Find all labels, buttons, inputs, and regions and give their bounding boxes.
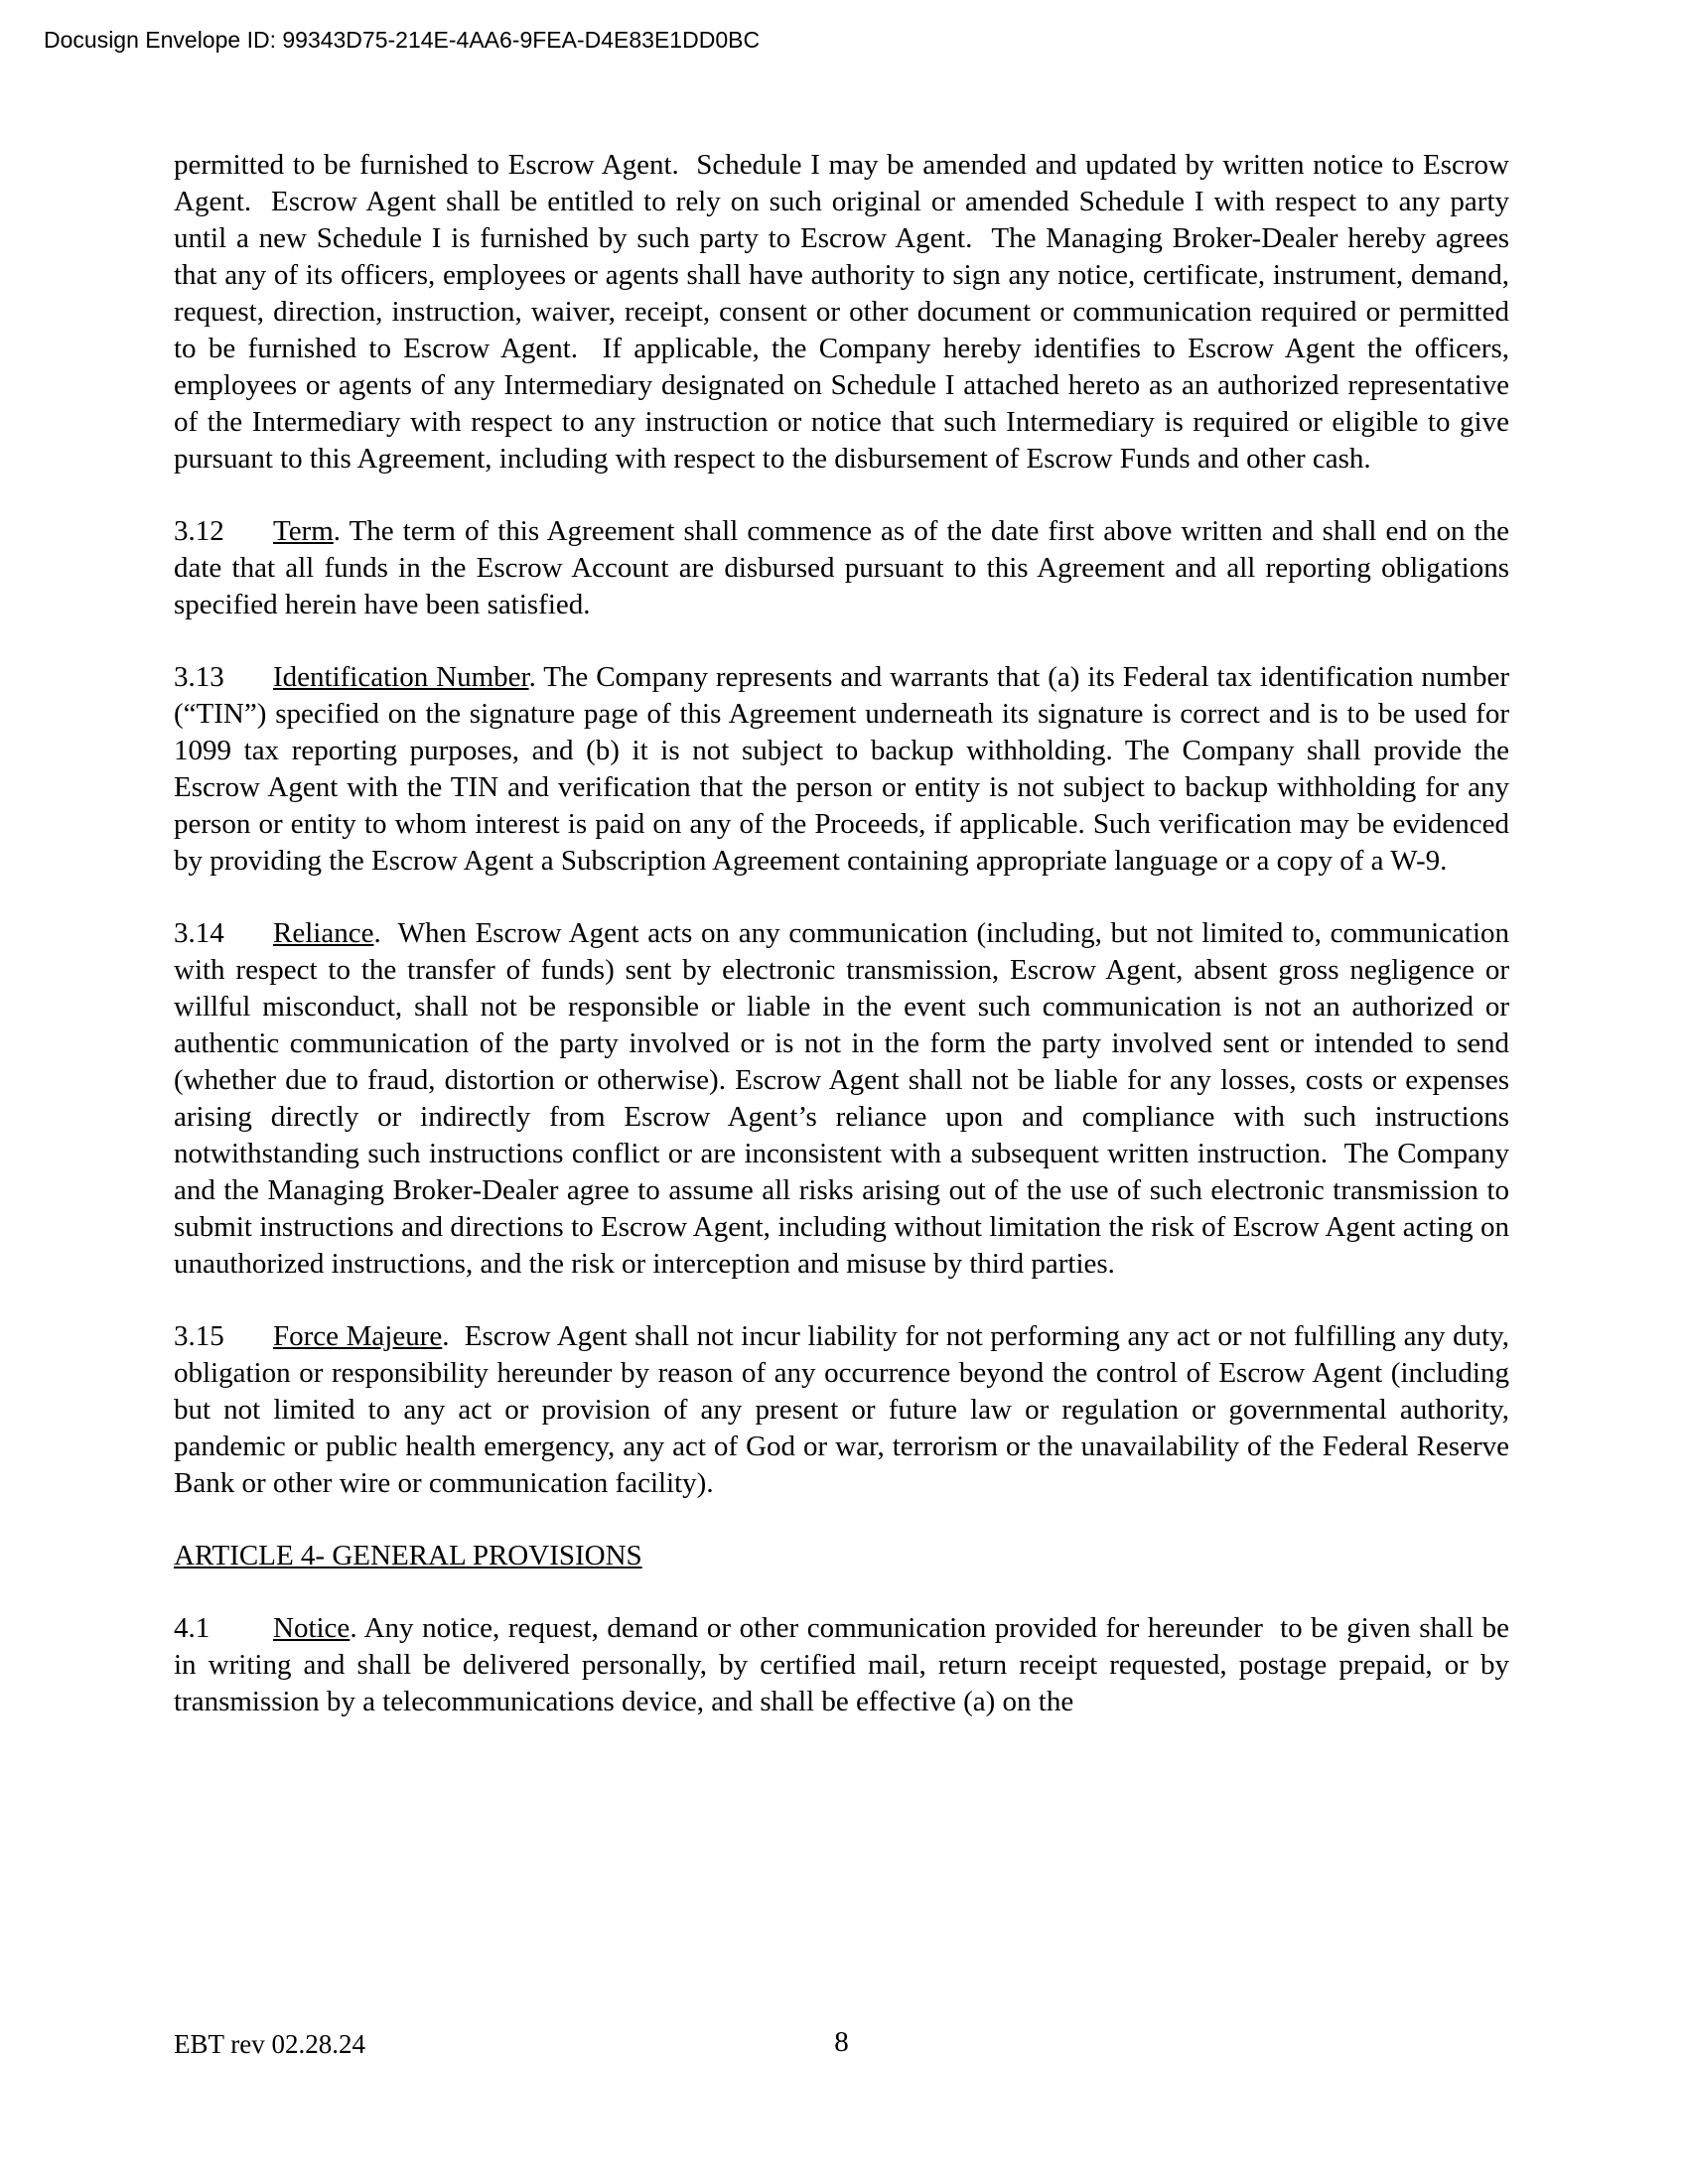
section-text: . Escrow Agent shall not incur liability for not performing any act or not fulfilling any duty, obligation or responsibility hereunder by reason of any occurrence beyond the control of Escrow Agent (including but not limited to any act or provision of any present or future law or regulation or governmental authority, pandemic or public health emergency, any act of God or war, terrorism or the unavailability of the Federal Reserve Bank or other wire or communication facility). bbox=[174, 1320, 1517, 1499]
section-number: 3.14 bbox=[174, 917, 224, 949]
section-number: 3.12 bbox=[174, 515, 224, 547]
docusign-envelope-id: Docusign Envelope ID: 99343D75-214E-4AA6-9FEA-D4E83E1DD0BC bbox=[44, 27, 761, 53]
article-heading-text: ARTICLE 4- GENERAL PROVISIONS bbox=[174, 1540, 642, 1571]
page-number: 8 bbox=[834, 2026, 849, 2058]
article-4-heading bbox=[174, 1538, 1509, 1574]
section-heading: Reliance bbox=[273, 917, 374, 949]
section-heading: Term bbox=[273, 515, 334, 547]
section-3-12 bbox=[174, 513, 1517, 623]
continuation-paragraph bbox=[174, 147, 1517, 478]
section-number: 4.1 bbox=[174, 1612, 211, 1644]
section-3-14 bbox=[174, 915, 1517, 1283]
section-text: . The Company represents and warrants that (a) its Federal tax identification number (“TIN”) specified on the signature page of this Agreement underneath its signature is correct and is to be used for 1099 tax reporting purposes, and (b) it is not subject to backup withholding. The Company shall provide the Escrow Agent with the TIN and verification that the person or entity is not subject to backup withholding for any person or entity to whom interest is paid on any of the Proceeds, if applicable. Such verification may be evidenced by providing the Escrow Agent a Subscription Agreement containing appropriate language or a copy of a W-9. bbox=[174, 661, 1517, 877]
section-3-15 bbox=[174, 1318, 1517, 1502]
section-text: . When Escrow Agent acts on any communication (including, but not limited to, communication with respect to the transfer of funds) sent by electronic transmission, Escrow Agent, absent gross negligence or willful misconduct, shall not be responsible or liable in the event such communication is not an authorized or authentic communication of the party involved or is not in the form the party involved sent or intended to send (whether due to fraud, distortion or otherwise). Escrow Agent shall not be liable for any losses, costs or expenses arising directly or indirectly from Escrow Agent’s reliance upon and compliance with such instructions notwithstanding such instructions conflict or are inconsistent with a subsequent written instruction. The Company and the Managing Broker-Dealer agree to assume all risks arising out of the use of such electronic transmission to submit instructions and directions to Escrow Agent, including without limitation the risk of Escrow Agent acting on unauthorized instructions, and the risk or interception and misuse by third parties. bbox=[174, 917, 1517, 1280]
section-text: . The term of this Agreement shall commence as of the date first above written and shall end on the date that all funds in the Escrow Account are disbursed pursuant to this Agreement and all reporting obligations specified herein have been satisfied. bbox=[174, 515, 1517, 620]
page-footer bbox=[174, 2027, 1509, 2067]
section-heading: Identification Number bbox=[273, 661, 529, 693]
section-number: 3.15 bbox=[174, 1320, 224, 1352]
section-heading: Notice bbox=[273, 1612, 351, 1644]
paragraph-text: permitted to be furnished to Escrow Agent. Schedule I may be amended and updated by written notice to Escrow Agent. Escrow Agent shall be entitled to rely on such original or amended Schedule I with respect to any party until a new Schedule I is furnished by such party to Escrow Agent. The Managing Broker-Dealer hereby agrees that any of its officers, employees or agents shall have authority to sign any notice, certificate, instrument, demand, request, direction, instruction, waiver, receipt, consent or other document or communication required or permitted to be furnished to Escrow Agent. If applicable, the Company hereby identifies to Escrow Agent the officers, employees or agents of any Intermediary designated on Schedule I attached hereto as an authorized representative of the Intermediary with respect to any instruction or notice that such Intermediary is required or eligible to give pursuant to this Agreement, including with respect to the disbursement of Escrow Funds and other cash. bbox=[174, 149, 1517, 475]
section-3-13 bbox=[174, 659, 1517, 880]
footer-revision-label: EBT rev 02.28.24 bbox=[174, 2029, 365, 2059]
section-4-1 bbox=[174, 1610, 1517, 1720]
section-text: . Any notice, request, demand or other communication provided for hereunder to be given shall be in writing and shall be delivered personally, by certified mail, return receipt requested, postage prepaid, or by transmission by a telecommunications device, and shall be effective (a) on the bbox=[174, 1612, 1517, 1717]
document-body bbox=[174, 147, 1517, 1756]
section-heading: Force Majeure bbox=[273, 1320, 443, 1352]
section-number: 3.13 bbox=[174, 661, 224, 693]
